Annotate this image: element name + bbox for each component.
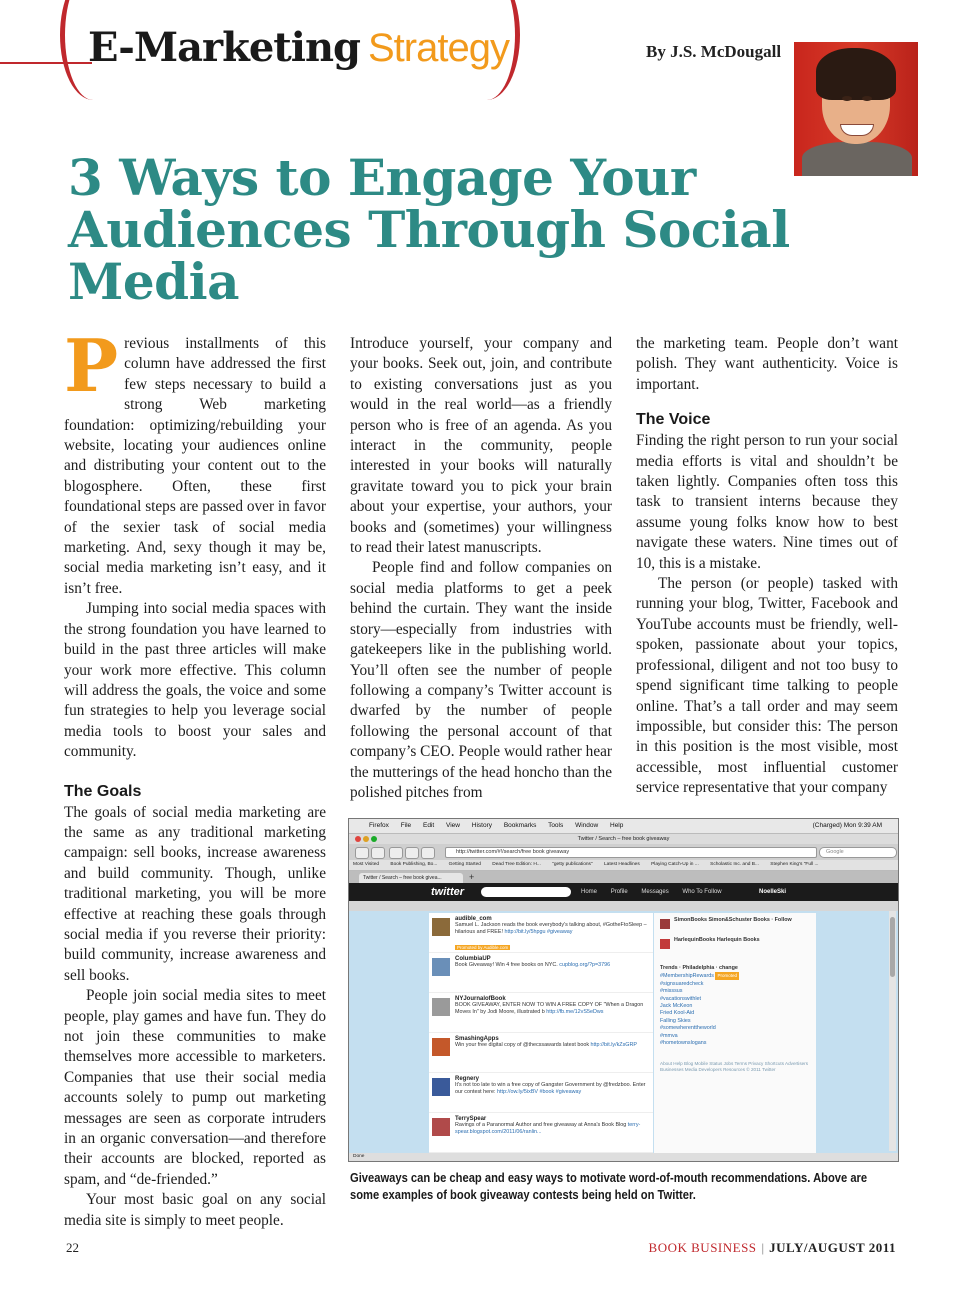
menu-item: View xyxy=(446,822,460,829)
tweet-text xyxy=(455,1042,653,1049)
author-photo-hair xyxy=(816,48,896,100)
twitter-logo: twitter xyxy=(431,886,464,898)
trend-item: #signsuaredcheck xyxy=(660,980,704,987)
bookmark-item: Most Visited xyxy=(353,862,380,867)
subheading-goals: The Goals xyxy=(64,782,142,800)
tweet-hashtag: #giveaway xyxy=(547,929,573,935)
trend-item xyxy=(660,972,810,980)
menu-item: Bookmarks xyxy=(503,822,537,829)
tweet-author: ColumbiaUP xyxy=(455,956,491,962)
bookmark-item: Dead Tree Edition: H... xyxy=(492,862,541,867)
byline: By J.S. McDougall xyxy=(646,42,782,61)
promoted-badge: Promoted xyxy=(717,973,737,979)
tweet-hashtag: #book #giveaway xyxy=(539,1089,582,1095)
tweet-body: BOOK GIVEAWAY, ENTER NOW TO WIN A FREE COPY OF "When a Dragon Moves In" by Jodi Moore, illustrated b xyxy=(455,1002,644,1015)
mac-status: (Charged) Mon 9:39 AM xyxy=(812,822,882,829)
menu-item: Tools xyxy=(548,822,564,829)
avatar xyxy=(432,958,450,976)
trend-item: Falling Skies xyxy=(660,1017,691,1024)
paragraph: the marketing team. People don’t want polish. They want authenticity. Voice is important. xyxy=(636,335,898,393)
drop-cap: P xyxy=(64,323,119,408)
paragraph: Introduce yourself, your company and your books. Seek out, join, and contribute to existing conversations just as you would in the real world—as a friendly person who is free of an agenda. As you interact in the community, people interested in your books will naturally gravitate toward you to pick your brain about your expertise, your authors, your books and (sometimes) your willingness to read their latest manuscripts. xyxy=(350,335,612,557)
window-title-bar xyxy=(349,834,898,844)
mac-menu-bar xyxy=(349,819,898,834)
twitter-search-field xyxy=(481,887,571,897)
bookmark-item: Scholastic Inc. and B... xyxy=(710,862,759,867)
tweet-item xyxy=(429,993,653,1033)
twitter-screenshot-figure xyxy=(348,818,899,1162)
minimize-dot-icon xyxy=(363,836,369,842)
browser-status-bar: Done xyxy=(349,1153,898,1161)
avatar xyxy=(432,1118,450,1136)
twitter-body xyxy=(349,911,898,1153)
tweet-item xyxy=(429,953,653,993)
suggestion-name: SimonBooks Simon&Schuster Books · Follow xyxy=(674,917,792,923)
tweet-text xyxy=(455,922,653,936)
trend-item: #somewherenttheworld xyxy=(660,1025,716,1032)
new-tab-icon: + xyxy=(469,872,475,882)
browser-search-field: Google xyxy=(819,847,897,858)
menu-item: History xyxy=(471,822,493,829)
scrollbar xyxy=(889,911,896,1151)
section-title-word2: Strategy xyxy=(368,26,509,70)
tweet-author: NYJournalofBook xyxy=(455,996,506,1002)
paragraph xyxy=(64,323,326,599)
paragraph: The person (or people) tasked with running your blog, Twitter, Facebook and YouTube accounts must be friendly, well-spoken, passionate about your topics, professional, diligent and not too busy to spend significant time talking to people online. That’s a tall order and may seem impossible, but consider this: The person in this position is the most visible, most accessible, most influential customer service representative that your company xyxy=(636,575,898,797)
trend-item: Jack McKeon xyxy=(660,1003,693,1010)
tweet-body: Samuel L. Jackson reads the book everybody's talking about, #GotheFtoSleep – hilarious and FREE! xyxy=(455,922,647,935)
tweet-link: cupblog.org/?p=3796 xyxy=(559,962,611,968)
trend-item: Fried Kool-Aid xyxy=(660,1010,695,1017)
trend-item: #mmva xyxy=(660,1032,678,1039)
browser-toolbar xyxy=(349,844,898,860)
tweet-item xyxy=(429,913,653,953)
twitter-nav-item: Messages xyxy=(641,889,669,895)
paragraph: Finding the right person to run your social media efforts is vital and shouldn’t be taken lightly. Companies often toss this task to transient interns because they assume young folks know how to best navigate these waters. Nine times out of 10, this is a mistake. xyxy=(636,432,898,572)
publication-name: BOOK BUSINESS xyxy=(648,1240,757,1255)
follow-suggestion xyxy=(660,917,810,937)
avatar xyxy=(660,939,670,949)
paragraph: People join social media sites to meet people, play games and have fun. They do not join these communities to make themselves more accessible to marketers. Companies that use their social media accounts solely to pump out marketing messages are seen as corporate intruders in an organic conversation—and therefore their accounts are blocked, reported as spam, and “de-friended.” xyxy=(64,987,326,1188)
tweet-text xyxy=(455,962,653,969)
tweet-link: http://ow.ly/5ixBV xyxy=(496,1089,539,1095)
url-field: http://twitter.com/#!/search/free book giveaway xyxy=(445,847,817,858)
tweet-author: Regnery xyxy=(455,1076,480,1082)
browser-tab-row xyxy=(349,871,898,883)
bookmark-item: Playing Catch-Up in ... xyxy=(651,862,699,867)
trend-item: #hometownslogans xyxy=(660,1040,707,1047)
avatar xyxy=(432,998,450,1016)
twitter-nav xyxy=(581,883,734,901)
menu-item: File xyxy=(400,822,412,829)
tweet-link: terry-spear.blogspot.com/2011/06/ranlin... xyxy=(455,1122,641,1135)
tweet-body: Ravings of a Paranormal Author and free giveaway at Anna's Book Blog xyxy=(455,1122,627,1128)
tweet-link: http://bit.ly/kZsGRP xyxy=(590,1042,637,1048)
suggestion-name: HarlequinBooks Harlequin Books xyxy=(674,937,760,943)
author-photo-eye xyxy=(862,96,872,101)
paragraph: Your most basic goal on any social media site is simply to meet people. xyxy=(64,1191,326,1229)
scrollbar-thumb xyxy=(890,917,895,977)
tweet-body: It's not too late to win a free copy of Gangster Government by @fredzboo. Enter our contest here: xyxy=(455,1082,646,1095)
menu-item: Firefox xyxy=(369,822,389,829)
footer-separator: | xyxy=(761,1240,765,1255)
avatar xyxy=(432,1078,450,1096)
reload-icon xyxy=(389,847,403,859)
subheading-voice: The Voice xyxy=(636,411,711,429)
bookmark-item: "getty publications" xyxy=(552,862,593,867)
tweet-text xyxy=(455,1082,653,1096)
back-icon xyxy=(355,847,369,859)
section-title xyxy=(88,24,509,71)
page-number: 22 xyxy=(66,1240,79,1255)
forward-icon xyxy=(371,847,385,859)
window-title: Twitter / Search – free book giveaway xyxy=(577,836,670,842)
twitter-nav-item: Profile xyxy=(610,889,628,895)
tweet-link: http://fb.me/12vS5eDws xyxy=(546,1009,604,1015)
paragraph: People find and follow companies on social media platforms to get a peek behind the curtain. They want the inside story—especially from industries with gatekeepers like in the publishing world. You’ll often see the number of people following a company’s Twitter account is dwarfed by the number of people following the personal account of that company’s CEO. People would rather hear the mutterings of the head honcho than the polished pitches from xyxy=(350,559,612,801)
twitter-sidebar xyxy=(654,913,816,1153)
tweet-item xyxy=(429,1113,653,1153)
trend-item: #vacationswithlet xyxy=(660,995,702,1002)
twitter-footer-links: About Help Blog Mobile Status Jobs Terms Privacy Shortcuts Advertisers Businesses Media Developers Resources © 2011 Twitter xyxy=(660,1061,808,1073)
article-column-2 xyxy=(350,334,612,803)
tweet-text xyxy=(455,1122,653,1136)
paragraph: The goals of social media marketing are the same as any traditional marketing campaign: sell books, increase awareness and build community. Though, unlike traditional marketing, you will be more effective at reaching these goals through social media if you reverse their priority: build community, increase awareness and sell books. xyxy=(64,803,326,984)
figure-caption: Giveaways can be cheap and easy ways to motivate word-of-mouth recommendations. Above are some examples of book giveaway contests being held on Twitter. xyxy=(350,1170,868,1202)
bookmark-item: Stephen King's "Full ... xyxy=(770,862,819,867)
close-dot-icon xyxy=(355,836,361,842)
follow-suggestion xyxy=(660,937,810,957)
tweet-body: Book Giveaway! Win 4 free books on NYC. xyxy=(455,962,558,968)
menu-item: Edit xyxy=(422,822,435,829)
twitter-nav-item: Home xyxy=(581,889,598,895)
twitter-top-bar xyxy=(349,883,898,901)
headline: 3 Ways to Engage Your Audiences Through Social Media xyxy=(68,148,790,311)
article-column-3 xyxy=(636,334,898,799)
trends-title: Trends · Philadelphia · change xyxy=(660,965,738,971)
trend-item: #misssus xyxy=(660,988,683,995)
home-icon xyxy=(421,847,435,859)
tweet-timeline xyxy=(429,913,653,1153)
avatar xyxy=(660,919,670,929)
tweet-link: http://bit.ly/5hpgu xyxy=(504,929,546,935)
bookmark-item: Getting Started xyxy=(448,862,481,867)
twitter-nav-item: Who To Follow xyxy=(682,889,722,895)
tweet-item xyxy=(429,1033,653,1073)
promoted-badge: Promoted by Audible.com xyxy=(457,945,509,950)
twitter-username: NoelleSki xyxy=(759,889,787,895)
bookmarks-bar xyxy=(349,860,898,871)
menu-item: Help xyxy=(610,822,624,829)
section-title-word1: E-Marketing xyxy=(88,24,360,71)
paragraph: Jumping into social media spaces with the strong foundation you have learned to build in the past three articles will make your work more effective. This column will address the goals, the voice and some fun strategies to help you leverage social media tools to boost your sales and community. xyxy=(64,600,326,761)
tweet-text xyxy=(455,1002,653,1016)
article-column-1 xyxy=(64,323,326,1231)
author-photo-eye xyxy=(842,96,852,101)
paragraph-text: revious installments of this column have addressed the first few steps necessary to build a strong Web marketing foundation: optimizing/rebuilding your website, locating your audiences online and distributing your content out to the blogosphere. Often, these first foundational steps are passed over in favor of the sexier task of social media marketing. And, sexy though it may be, social media marketing isn’t easy, and it isn’t free. xyxy=(64,335,326,597)
menu-item: Window xyxy=(575,822,599,829)
avatar xyxy=(432,918,450,936)
trend-text: #MembershipRewards xyxy=(660,973,714,980)
avatar xyxy=(432,1038,450,1056)
bookmark-item: Book Publishing, Bo... xyxy=(390,862,438,867)
zoom-dot-icon xyxy=(371,836,377,842)
issue-date: JULY/AUGUST 2011 xyxy=(769,1240,896,1255)
stop-icon xyxy=(405,847,419,859)
tweet-author: SmashingApps xyxy=(455,1036,499,1042)
tweet-author: audible_com xyxy=(455,916,492,922)
running-footer xyxy=(649,1240,896,1256)
tweet-item xyxy=(429,1073,653,1113)
tweet-author: TerrySpear xyxy=(455,1116,487,1122)
browser-tab: Twitter / Search – free book givea... xyxy=(359,873,463,883)
tweet-body: Win your free digital copy of @thecssawards latest book xyxy=(455,1042,590,1048)
bookmark-item: Latest Headlines xyxy=(603,862,640,867)
